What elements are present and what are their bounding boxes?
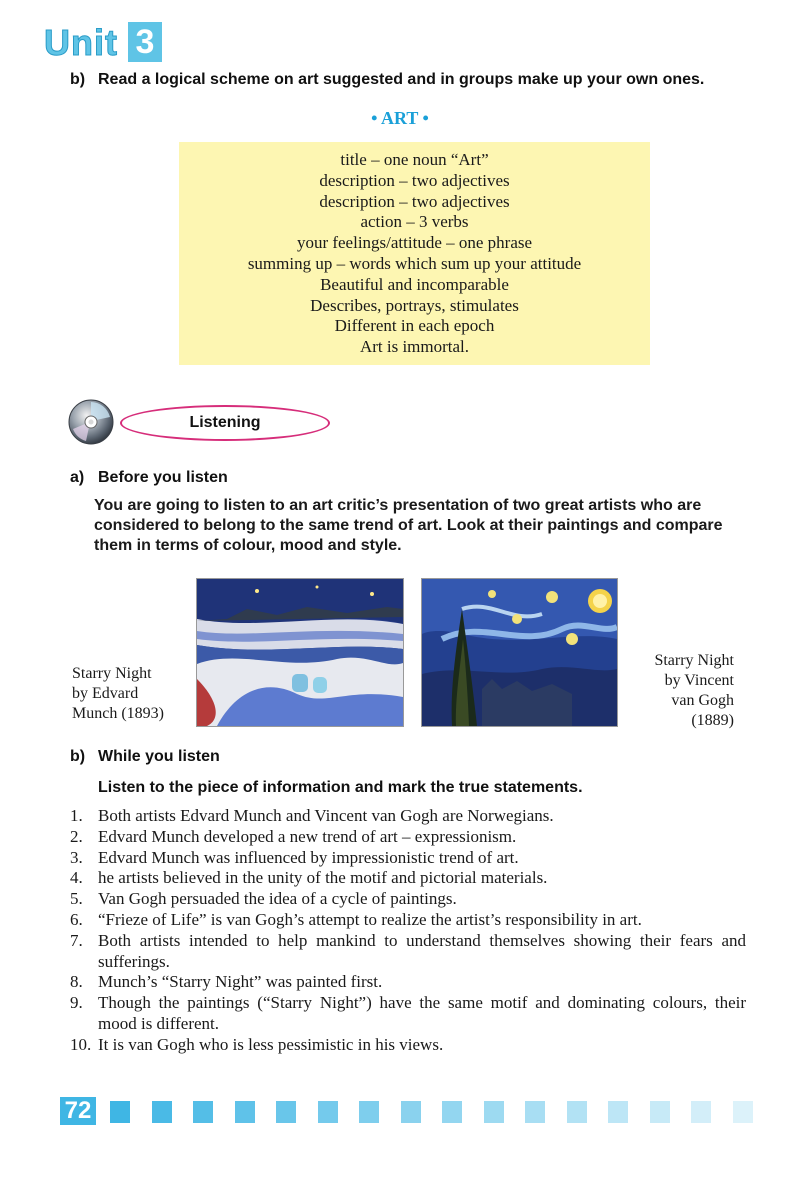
vangogh-caption-line: (1889) (691, 712, 734, 729)
art-title: • ART • (371, 108, 429, 128)
scheme-line: description – two adjectives (319, 170, 510, 190)
munch-caption-line: by Edvard (72, 685, 139, 702)
while-heading: While you listen (98, 748, 220, 765)
statement-number: 5. (70, 889, 83, 909)
munch-caption-line: Starry Night (72, 665, 152, 682)
statement-number: 8. (70, 972, 83, 992)
footer-square (318, 1101, 338, 1123)
list-item (70, 848, 746, 869)
footer-square (525, 1101, 545, 1123)
scheme-line: Different in each epoch (334, 316, 495, 336)
statement-number: 2. (70, 826, 83, 846)
statement-text: Though the paintings (“Starry Night”) have the same motif and dominating colours, their mood is different. (98, 993, 746, 1033)
list-item (70, 931, 746, 973)
statement-number: 7. (70, 930, 83, 950)
statement-text: Munch’s “Starry Night” was painted first. (98, 972, 383, 992)
footer-square (110, 1101, 130, 1123)
before-instruction: You are going to listen to an art critic’s presentation of two great artists who are considered to belong to the same trend of art. Look at their paintings and compare them in terms of colour, mood and style. (94, 497, 723, 554)
statement-text: Both artists intended to help mankind to understand themselves showing their fears and sufferings. (98, 930, 746, 971)
statement-number: 10. (70, 1034, 92, 1054)
footer-square (235, 1101, 255, 1123)
munch-caption (72, 664, 164, 724)
footer-square (650, 1101, 670, 1123)
list-item (70, 889, 746, 910)
statement-number: 3. (70, 847, 83, 867)
scheme-line: your feelings/attitude – one phrase (296, 233, 533, 253)
statement-text: It is van Gogh who is less pessimistic in his views. (98, 1034, 444, 1054)
list-item (70, 972, 746, 993)
before-letter: a) (70, 469, 85, 486)
scheme-line: Describes, portrays, stimulates (310, 295, 519, 315)
statement-text: he artists believed in the unity of the motif and pictorial materials. (98, 868, 548, 888)
unit-number: 3 (128, 22, 162, 62)
statement-number: 9. (70, 993, 83, 1013)
statement-text: Van Gogh persuaded the idea of a cycle of paintings. (98, 889, 457, 909)
footer-square (442, 1101, 462, 1123)
task-b-text: Read a logical scheme on art suggested and in groups make up your own ones. (98, 71, 705, 88)
vangogh-caption-line: van Gogh (671, 692, 734, 709)
while-instruction: Listen to the piece of information and mark the true statements. (98, 779, 583, 796)
footer-square (484, 1101, 504, 1123)
munch-caption-line: Munch (1893) (72, 705, 164, 722)
footer-square (193, 1101, 213, 1123)
list-item (70, 806, 746, 827)
while-letter: b) (70, 748, 86, 765)
vangogh-caption-line: Starry Night (654, 652, 734, 669)
unit-label: Unit (44, 22, 118, 63)
task-b-letter: b) (70, 71, 86, 88)
listening-label: Listening (120, 405, 330, 441)
list-item (70, 993, 746, 1035)
scheme-lines (179, 150, 650, 358)
scheme-line: title – one noun “Art” (340, 150, 489, 169)
footer-square (691, 1101, 711, 1123)
page-number: 72 (60, 1097, 96, 1125)
vangogh-caption-line: by Vincent (664, 672, 734, 689)
statement-number: 6. (70, 909, 83, 929)
vangogh-caption (620, 651, 734, 731)
footer-square (567, 1101, 587, 1123)
scheme-line: Beautiful and incomparable (320, 274, 509, 294)
before-heading: Before you listen (98, 469, 228, 486)
footer-square (401, 1101, 421, 1123)
statement-text: Edvard Munch developed a new trend of art – expressionism. (98, 826, 517, 846)
cd-icon (68, 399, 114, 445)
scheme-line: description – two adjectives (319, 191, 510, 211)
footer-square (276, 1101, 296, 1123)
scheme-line: Art is immortal. (359, 337, 470, 357)
list-item (70, 1035, 746, 1056)
footer-square (733, 1101, 753, 1123)
list-item (70, 910, 746, 931)
statement-text: Both artists Edvard Munch and Vincent van Gogh are Norwegians. (98, 806, 554, 825)
scheme-line: summing up – words which sum up your attitude (247, 253, 582, 273)
footer-square (608, 1101, 628, 1123)
footer-square (359, 1101, 379, 1123)
list-item (70, 868, 746, 889)
list-item (70, 827, 746, 848)
statements-list (70, 806, 746, 1056)
footer-square (152, 1101, 172, 1123)
statement-text: Edvard Munch was influenced by impressionistic trend of art. (98, 847, 519, 867)
munch-painting (196, 578, 404, 727)
statement-number: 4. (70, 868, 83, 888)
statement-number: 1. (70, 806, 83, 825)
statement-text: “Frieze of Life” is van Gogh’s attempt to realize the artist’s responsibility in art. (98, 909, 642, 929)
scheme-line: action – 3 verbs (360, 212, 469, 232)
vangogh-painting (421, 578, 618, 727)
